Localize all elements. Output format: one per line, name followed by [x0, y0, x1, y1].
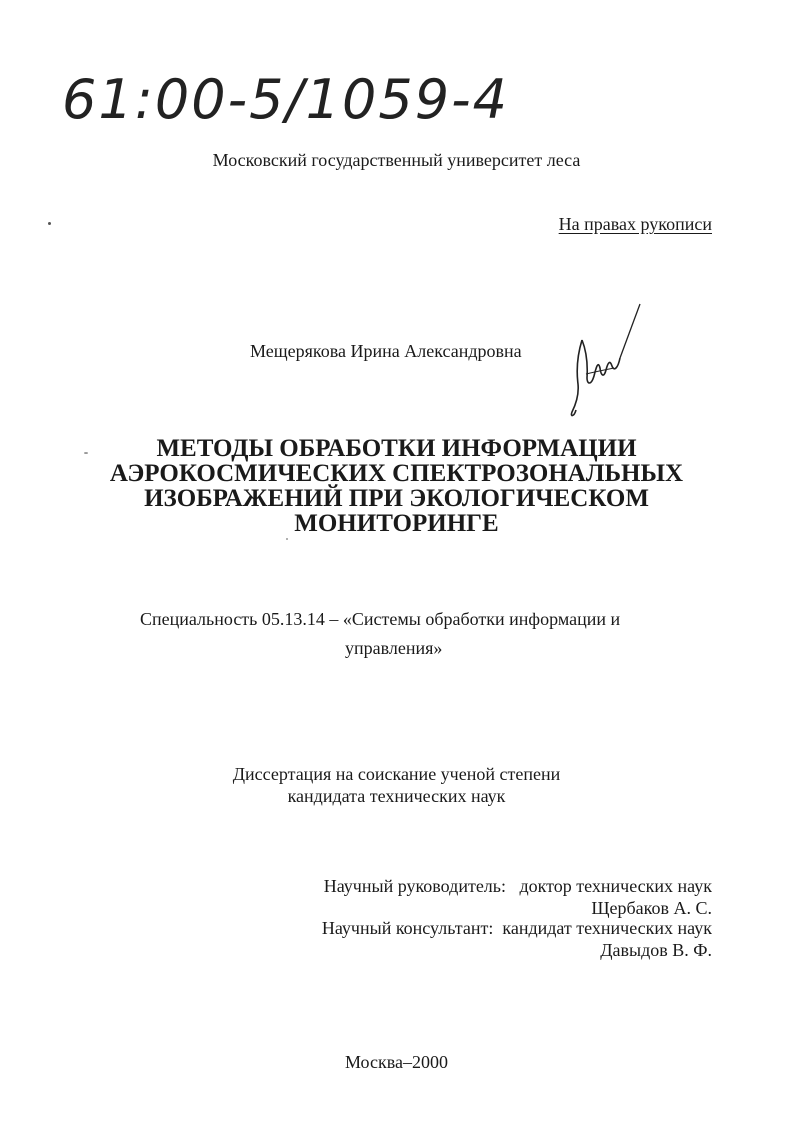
title-line-1: МЕТОДЫ ОБРАБОТКИ ИНФОРМАЦИИ — [156, 435, 637, 462]
consultant-title: кандидат технических наук — [502, 918, 712, 938]
supervisor-label: Научный руководитель: — [323, 876, 506, 896]
consultant-row — [322, 918, 712, 939]
specialty-line-1: Специальность 05.13.14 – «Системы обработки информации и — [140, 609, 621, 629]
city-year: Москва–2000 — [345, 1052, 448, 1072]
supervisor-row — [324, 876, 712, 897]
supervisor-name: Щербаков А. С. — [591, 898, 712, 918]
consultant-label: Научный консультант: — [321, 918, 494, 938]
degree-line-1: Диссертация на соискание ученой степени — [232, 764, 561, 784]
archive-code — [58, 62, 509, 134]
scan-speck — [48, 222, 51, 225]
supervisor-title: доктор технических наук — [519, 876, 712, 896]
scan-speck — [84, 452, 88, 454]
title-line-2: АЭРОКОСМИЧЕСКИХ СПЕКТРОЗОНАЛЬНЫХ — [109, 460, 684, 487]
dissertation-title — [100, 436, 693, 536]
title-line-3: ИЗОБРАЖЕНИЙ ПРИ ЭКОЛОГИЧЕСКОМ — [144, 485, 649, 512]
specialty-line-2: управления» — [345, 638, 443, 658]
archive-code-text: 61:00-5/1059-4 — [62, 68, 509, 131]
scan-speck — [286, 538, 288, 540]
title-line-4: МОНИТОРИНГЕ — [294, 510, 499, 537]
author-signature — [560, 298, 650, 420]
author-name: Мещерякова Ирина Александровна — [250, 341, 522, 361]
university-name: Московский государственный университет леса — [212, 150, 581, 170]
rights-note: На правах рукописи — [558, 214, 712, 234]
consultant-name: Давыдов В. Ф. — [600, 940, 712, 960]
degree-line-2: кандидата технических наук — [287, 786, 506, 806]
